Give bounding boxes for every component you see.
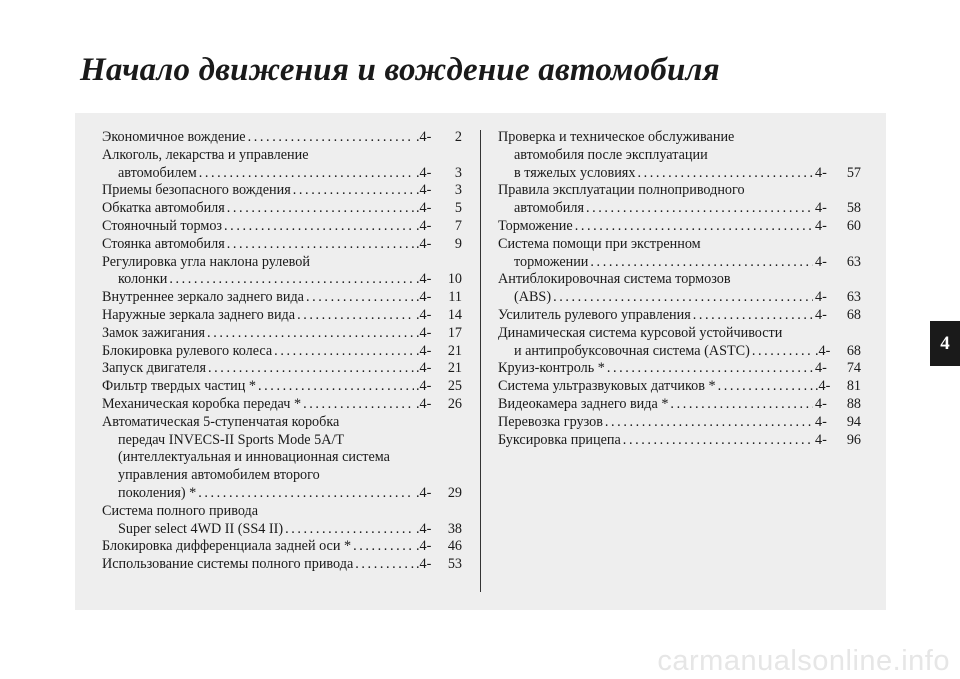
toc-entry [498,378,861,396]
toc-entry [102,218,462,236]
leader-dots [248,129,414,147]
toc-entry-text: Антиблокировочная система тормозов [498,271,731,288]
toc-entry-text: Использование системы полного привода [102,556,354,573]
leader-dots [274,343,414,361]
toc-page-number: 3 [454,182,462,199]
toc-entry-text: Замок зажигания [102,324,206,341]
toc-page-number: 60 [846,217,861,234]
toc-entry [498,129,861,182]
toc-page-number: 63 [846,253,861,270]
leader-dots [293,182,414,200]
toc-section-ref: .4- [416,556,432,573]
toc-section-ref: .4- [416,342,432,359]
toc-section-ref: .4- [416,289,432,306]
leader-dots [224,218,414,236]
toc-page-number: 68 [846,306,861,323]
toc-entry-text: Правила эксплуатации полноприводного [498,182,745,199]
toc-page-number: 17 [447,324,462,341]
leader-dots [575,218,813,236]
toc-page-number: 68 [846,342,861,359]
toc-section-ref: 4- [815,431,827,448]
chapter-tab: 4 [930,321,960,366]
toc-page-number: 10 [447,271,462,288]
toc-entry [498,414,861,432]
toc-section-ref: .4- [416,271,432,288]
toc-entry-text: Приемы безопасного вождения [102,182,291,199]
toc-entry-text: Внутреннее зеркало заднего вида [102,289,304,306]
toc-page-number: 96 [846,431,861,448]
toc-page-number: 74 [846,360,861,377]
toc-entry-text: торможении [514,253,589,270]
toc-page-number: 21 [447,342,462,359]
toc-section-ref: .4- [416,520,432,537]
leader-dots [590,254,813,272]
leader-dots [605,414,813,432]
leader-dots [199,165,414,183]
toc-entry [102,378,462,396]
toc-section-ref: 4- [815,217,827,234]
toc-section-ref: 4- [815,164,827,181]
leader-dots [198,485,414,503]
toc-page-number: 88 [846,395,861,412]
toc-section-ref: 4- [815,253,827,270]
toc-entry [102,182,462,200]
toc-section-ref: 4- [815,289,827,306]
toc-entry-text: Механическая коробка передач * [102,395,302,412]
toc-page-number: 26 [447,395,462,412]
toc-entry-text: Проверка и техническое обслуживание [498,129,735,145]
leader-dots [607,360,813,378]
leader-dots [586,200,813,218]
toc-entry [498,271,861,307]
toc-page-number: 81 [846,378,861,395]
leader-dots [306,289,414,307]
toc-section-ref: .4- [416,164,432,181]
toc-entry-text: Алкоголь, лекарства и управление [102,146,309,163]
toc-section-ref: .4- [416,395,432,412]
toc-page-number: 2 [454,129,462,145]
toc-entry-text: Система полного привода [102,502,259,519]
leader-dots [553,289,813,307]
toc-entry-text: автомобилем [118,164,197,181]
watermark: carmanualsonline.info [657,645,950,677]
toc-page-number: 53 [447,556,462,573]
leader-dots [208,360,414,378]
toc-section-ref: .4- [815,378,831,395]
toc-entry-text: (интеллектуальная и инновационная система [118,449,390,466]
toc-page-number: 46 [447,538,462,555]
page-title: Начало движения и вождение автомобиля [80,52,720,88]
toc-page-number: 57 [846,164,861,181]
toc-entry [498,218,861,236]
toc-entry [102,147,462,183]
toc-entry-text: Усилитель рулевого управления [498,306,691,323]
toc-section-ref: .4- [416,360,432,377]
toc-entry [102,307,462,325]
toc-section-ref: 4- [815,395,827,412]
toc-section-ref: 4- [815,200,827,217]
toc-section-ref: 4- [815,413,827,430]
leader-dots [169,271,414,289]
toc-entry-text: (ABS) [514,289,552,306]
toc-right-column [498,129,861,449]
toc-page-number: 7 [454,217,462,234]
toc-entry-text: Фильтр твердых частиц * [102,378,256,395]
toc-entry-text: колонки [118,271,168,288]
toc-section-ref: 4- [815,360,827,377]
leader-dots [207,325,414,343]
toc-section-ref: .4- [416,538,432,555]
toc-section-ref: .4- [416,182,432,199]
toc-entry-text: и антипробуксовочная система (ASTC) [514,342,750,359]
leader-dots [227,236,414,254]
toc-page-number: 58 [846,200,861,217]
toc-entry-text: автомобиля [514,200,584,217]
toc-left-column [102,129,462,574]
toc-section-ref: 4- [815,306,827,323]
toc-entry-text: Стоянка автомобиля [102,235,225,252]
toc-entry-text: Регулировка угла наклона рулевой [102,253,310,270]
toc-entry [498,432,861,450]
toc-entry-text: управления автомобилем второго [118,467,320,484]
toc-entry-text: Обкатка автомобиля [102,200,225,217]
leader-dots [623,432,813,450]
leader-dots [752,343,813,361]
toc-page-number: 38 [447,520,462,537]
toc-page-number: 9 [454,235,462,252]
toc-entry [102,129,462,147]
column-divider [480,130,481,592]
toc-page-number: 29 [447,484,462,501]
toc-entry-text: Система помощи при экстренном [498,235,701,252]
toc-section-ref: .4- [416,129,432,145]
toc-entry [102,538,462,556]
toc-section-ref: .4- [416,217,432,234]
toc-page-number: 25 [447,378,462,395]
toc-entry [102,343,462,361]
toc-entry-text: в тяжелых условиях [514,164,636,181]
toc-entry [498,182,861,218]
leader-dots [258,378,414,396]
toc-entry-text: Запуск двигателя [102,360,207,377]
leader-dots [693,307,813,325]
leader-dots [297,307,414,325]
toc-entry-text: Перевозка грузов [498,413,603,430]
toc-page-number: 11 [448,289,462,306]
toc-entry-text: передач INVECS-II Sports Mode 5A/T [118,431,345,448]
toc-section-ref: .4- [416,235,432,252]
leader-dots [285,521,414,539]
toc-entry [498,307,861,325]
toc-section-ref: .4- [416,324,432,341]
toc-entry [498,236,861,272]
toc-entry [102,254,462,290]
toc-page-number: 5 [454,200,462,217]
leader-dots [718,378,813,396]
toc-entry [102,360,462,378]
toc-entry-text: поколения) * [118,484,197,501]
toc-entry-text: Блокировка дифференциала задней оси * [102,538,352,555]
leader-dots [303,396,414,414]
toc-entry-text: Super select 4WD II (SS4 II) [118,520,284,537]
toc-entry-text: Динамическая система курсовой устойчивости [498,324,783,341]
toc-page-number: 94 [846,413,861,430]
toc-entry-text: Видеокамера заднего вида * [498,395,669,412]
toc-entry-text: Стояночный тормоз [102,217,223,234]
leader-dots [227,200,414,218]
toc-entry [102,503,462,539]
toc-entry-text: автомобиля после эксплуатации [514,146,708,163]
toc-entry-text: Круиз-контроль * [498,360,605,377]
toc-entry [498,396,861,414]
toc-entry-text: Система ультразвуковых датчиков * [498,378,716,395]
leader-dots [353,538,414,556]
toc-entry-text: Торможение [498,217,573,234]
leader-dots [670,396,813,414]
toc-entry [102,325,462,343]
toc-section-ref: .4- [416,306,432,323]
toc-section-ref: .4- [416,200,432,217]
toc-page-number: 63 [846,289,861,306]
toc-entry [102,200,462,218]
leader-dots [355,556,414,574]
toc-entry [102,236,462,254]
toc-entry [498,325,861,361]
toc-section-ref: .4- [416,378,432,395]
toc-section-ref: .4- [815,342,831,359]
leader-dots [637,165,813,183]
toc-entry-text: Экономичное вождение [102,129,246,145]
toc-entry [102,414,462,503]
toc-entry [102,289,462,307]
toc-entry [102,556,462,574]
toc-page-number: 21 [447,360,462,377]
toc-page-number: 3 [454,164,462,181]
toc-entry-text: Наружные зеркала заднего вида [102,306,296,323]
toc-entry [498,360,861,378]
toc-page-number: 14 [447,306,462,323]
toc-entry [102,396,462,414]
toc-section-ref: .4- [416,484,432,501]
toc-entry-text: Блокировка рулевого колеса [102,342,273,359]
toc-entry-text: Буксировка прицепа [498,431,621,448]
toc-entry-text: Автоматическая 5-ступенчатая коробка [102,413,340,430]
